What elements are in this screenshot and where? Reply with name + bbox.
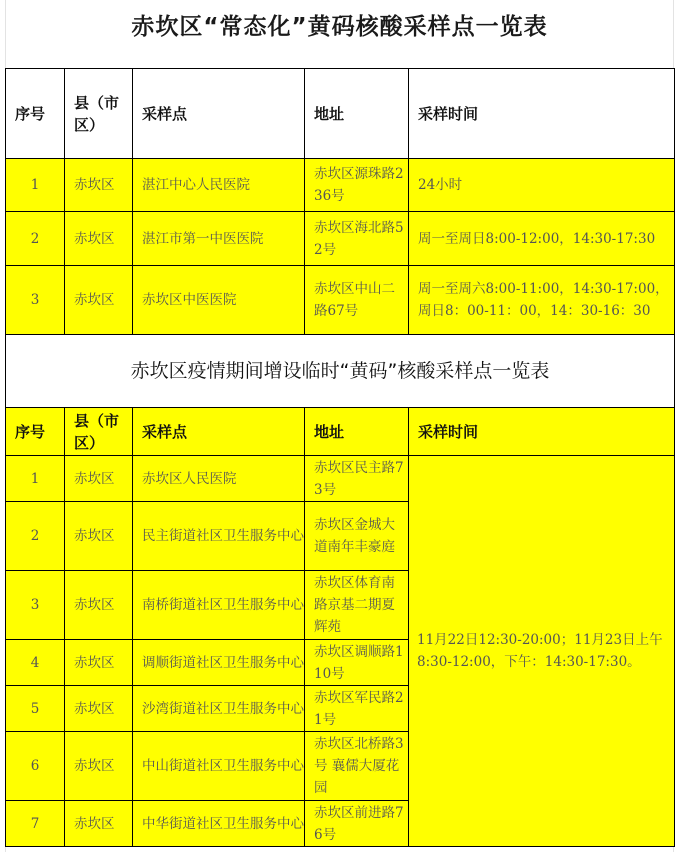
header-site: 采样点 [133, 408, 305, 456]
cell-county: 赤坎区 [65, 571, 133, 640]
cell-county: 赤坎区 [65, 456, 133, 502]
section-title-row [6, 335, 675, 408]
header-time: 采样时间 [409, 408, 675, 456]
cell-address: 赤坎区军民路21号 [305, 686, 409, 732]
cell-address: 赤坎区体育南路京基二期夏辉苑 [305, 571, 409, 640]
cell-county: 赤坎区 [65, 212, 133, 266]
cell-site: 沙湾街道社区卫生服务中心 [133, 686, 305, 732]
cell-seq: 6 [6, 732, 65, 801]
cell-address: 赤坎区前进路76号 [305, 801, 409, 847]
cell-county: 赤坎区 [65, 159, 133, 212]
header-seq: 序号 [6, 408, 65, 456]
section-title: 赤坎区疫情期间增设临时“黄码”核酸采样点一览表 [6, 335, 675, 408]
header-address: 地址 [305, 408, 409, 456]
cell-site: 赤坎区中医医院 [133, 266, 305, 335]
cell-seq: 1 [6, 456, 65, 502]
cell-county: 赤坎区 [65, 502, 133, 571]
cell-seq: 4 [6, 640, 65, 686]
cell-county: 赤坎区 [65, 732, 133, 801]
cell-seq: 3 [6, 571, 65, 640]
table-row [6, 266, 675, 335]
cell-seq: 7 [6, 801, 65, 847]
cell-county: 赤坎区 [65, 686, 133, 732]
cell-address: 赤坎区海北路52号 [305, 212, 409, 266]
table-header-row [6, 408, 675, 456]
table-header-row [6, 69, 675, 159]
cell-seq: 2 [6, 502, 65, 571]
page-title: 赤坎区“常态化”黄码核酸采样点一览表 [131, 14, 548, 40]
cell-seq: 3 [6, 266, 65, 335]
cell-address: 赤坎区北桥路3号 襄儒大厦花园 [305, 732, 409, 801]
cell-time: 周一至周日8:00-12:00，14:30-17:30 [409, 212, 675, 266]
header-address: 地址 [305, 69, 409, 159]
cell-site: 南桥街道社区卫生服务中心 [133, 571, 305, 640]
cell-site: 民主街道社区卫生服务中心 [133, 502, 305, 571]
table-row [6, 456, 675, 502]
cell-site: 赤坎区人民医院 [133, 456, 305, 502]
cell-seq: 5 [6, 686, 65, 732]
cell-address: 赤坎区调顺路110号 [305, 640, 409, 686]
cell-site: 湛江中心人民医院 [133, 159, 305, 212]
cell-seq: 2 [6, 212, 65, 266]
cell-site: 调顺街道社区卫生服务中心 [133, 640, 305, 686]
header-seq: 序号 [6, 69, 65, 159]
header-county: 县（市区） [65, 69, 133, 159]
cell-seq: 1 [6, 159, 65, 212]
cell-time-shared: 11月22日12:30-20:00；11月23日上午8:30-12:00，下午：14:30-17:30。 [409, 456, 675, 847]
cell-site: 中山街道社区卫生服务中心 [133, 732, 305, 801]
cell-county: 赤坎区 [65, 266, 133, 335]
cell-address: 赤坎区源珠路236号 [305, 159, 409, 212]
cell-address: 赤坎区民主路73号 [305, 456, 409, 502]
cell-address: 赤坎区中山二路67号 [305, 266, 409, 335]
header-site: 采样点 [133, 69, 305, 159]
cell-time: 24小时 [409, 159, 675, 212]
sampling-sites-table [5, 68, 675, 847]
table-row [6, 212, 675, 266]
header-county: 县（市区） [65, 408, 133, 456]
cell-site: 中华街道社区卫生服务中心 [133, 801, 305, 847]
table-row [6, 159, 675, 212]
cell-county: 赤坎区 [65, 801, 133, 847]
cell-county: 赤坎区 [65, 640, 133, 686]
cell-time: 周一至周六8:00-11:00，14:30-17:00，周日8：00-11：00，14：30-16：30 [409, 266, 675, 335]
header-time: 采样时间 [409, 69, 675, 159]
cell-address: 赤坎区金城大道南年丰豪庭 [305, 502, 409, 571]
cell-site: 湛江市第一中医医院 [133, 212, 305, 266]
